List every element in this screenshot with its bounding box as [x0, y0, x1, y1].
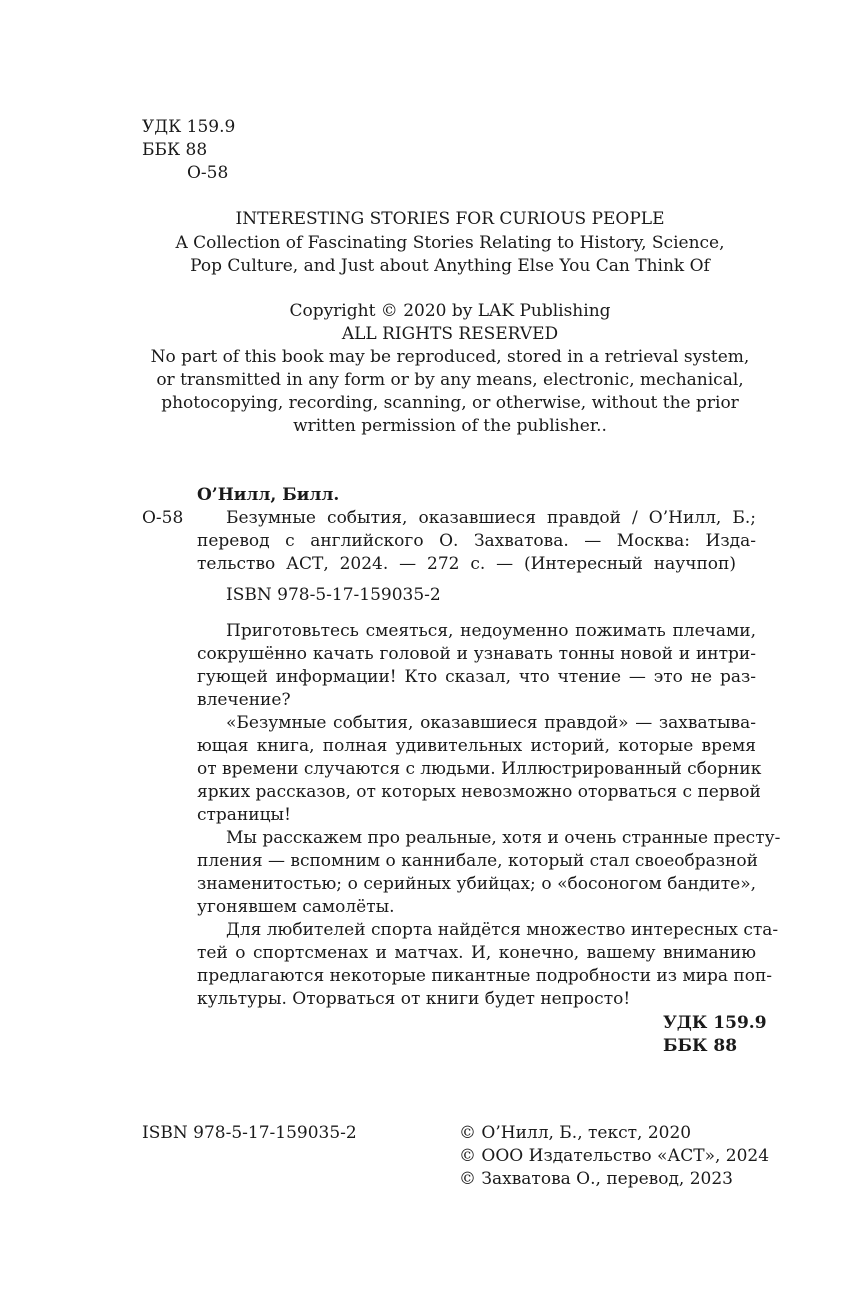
catalog-isbn: ISBN 978-5-17-159035-2 [226, 585, 441, 605]
copyright-notice-line: No part of this book may be reproduced, stored in a retrieval system, [150, 347, 750, 367]
annotation-line: гующей информации! Кто сказал, что чтение — это не раз- [197, 667, 756, 687]
catalog-sign: О-58 [142, 508, 184, 528]
catalog-description-line: тельство АСТ, 2024. — 272 с. — (Интересный научпоп) [197, 554, 736, 574]
annotation-line: Для любителей спорта найдётся множество интересных ста- [226, 920, 779, 940]
copyright-notice-line: written permission of the publisher.. [293, 416, 607, 436]
footer-copyright: © Захватова О., перевод, 2023 [459, 1169, 734, 1189]
annotation-line: ющая книга, полная удивительных историй, которые время [197, 736, 756, 756]
annotation-line: предлагаются некоторые пикантные подробности из мира поп- [197, 966, 773, 986]
annotation-line: культуры. Оторваться от книги будет непросто! [197, 989, 631, 1009]
annotation-line: угонявшем самолёты. [197, 897, 395, 917]
udk-code: УДК 159.9 [142, 117, 236, 137]
copyright-notice-line: or transmitted in any form or by any means, electronic, mechanical, [156, 370, 744, 390]
annotation-line: Мы расскажем про реальные, хотя и очень странные престу- [226, 828, 781, 848]
footer-copyright: © О’Нилл, Б., текст, 2020 [459, 1123, 692, 1143]
copyright-line: Copyright © 2020 by LAK Publishing [289, 301, 611, 321]
annotation-udk: УДК 159.9 [663, 1013, 767, 1033]
rights-reserved: ALL RIGHTS RESERVED [341, 324, 559, 344]
annotation-line: Приготовьтесь смеяться, недоуменно пожимать плечами, [226, 621, 756, 641]
catalog-description-line: перевод с английского О. Захватова. — Москва: Изда- [197, 531, 756, 551]
annotation-bbk: ББК 88 [663, 1036, 738, 1056]
annotation-line: ярких рассказов, от которых невозможно оторваться с первой [197, 782, 761, 802]
original-subtitle-line: Pop Culture, and Just about Anything Else You Can Think Of [190, 256, 710, 276]
original-subtitle-line: A Collection of Fascinating Stories Relating to History, Science, [175, 233, 725, 253]
annotation-line: «Безумные события, оказавшиеся правдой» — захватыва- [226, 713, 756, 733]
catalog-description-line: Безумные события, оказавшиеся правдой / О’Нилл, Б.; [226, 508, 756, 528]
copyright-notice-line: photocopying, recording, scanning, or otherwise, without the prior [161, 393, 739, 413]
annotation-line: страницы! [197, 805, 291, 825]
author-sign: О-58 [187, 163, 229, 183]
annotation-line: знаменитостью; о серийных убийцах; о «босоногом бандите», [197, 874, 756, 894]
footer-isbn: ISBN 978-5-17-159035-2 [142, 1123, 357, 1143]
annotation-line: от времени случаются с людьми. Иллюстрированный сборник [197, 759, 762, 779]
catalog-author: О’Нилл, Билл. [197, 485, 340, 505]
annotation-line: пления — вспомним о каннибале, который стал своеобразной [197, 851, 758, 871]
footer-copyright: © ООО Издательство «АСТ», 2024 [459, 1146, 770, 1166]
annotation-line: влечение? [197, 690, 291, 710]
bbk-code: ББК 88 [142, 140, 208, 160]
original-title: INTERESTING STORIES FOR CURIOUS PEOPLE [235, 209, 665, 229]
annotation-line: тей о спортсменах и матчах. И, конечно, вашему вниманию [197, 943, 756, 963]
annotation-line: сокрушённо качать головой и узнавать тонны новой и интри- [197, 644, 756, 664]
